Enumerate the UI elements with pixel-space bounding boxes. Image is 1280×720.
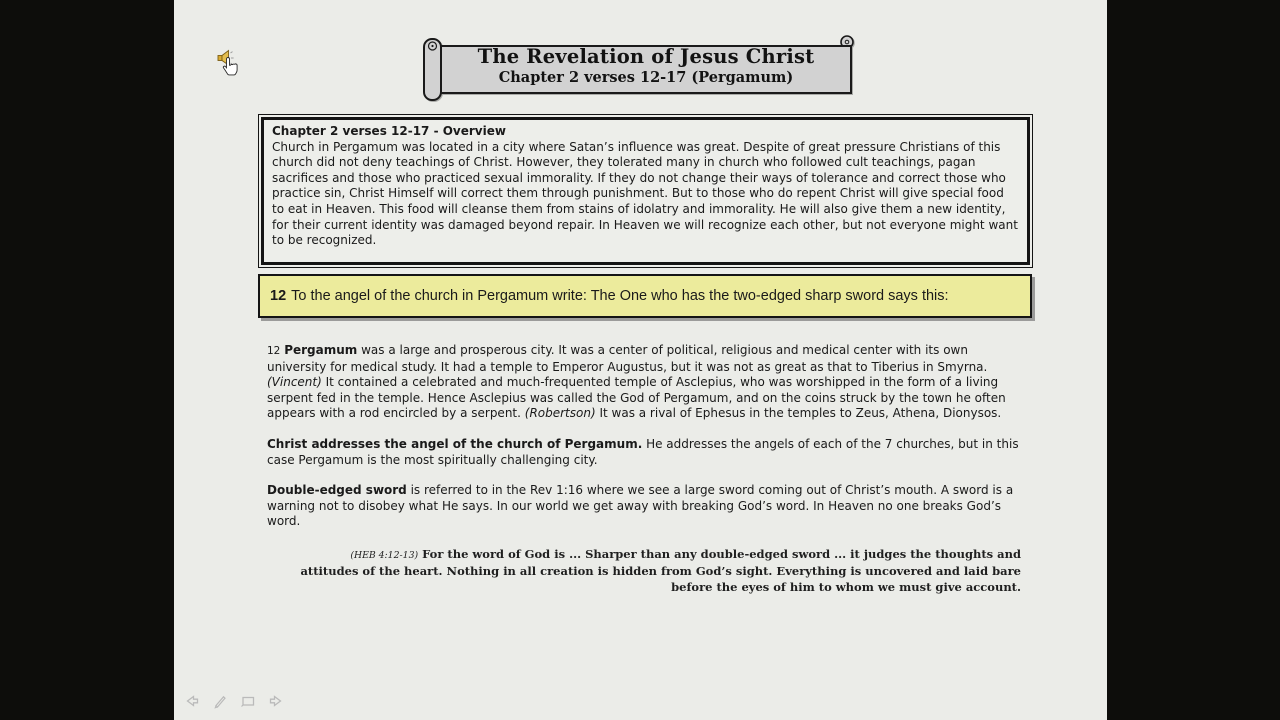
presentation-title: The Revelation of Jesus Christ xyxy=(477,45,815,68)
overview-content xyxy=(261,117,1030,265)
verse-text xyxy=(270,288,949,304)
previous-slide-icon xyxy=(184,693,200,709)
slide-menu-icon xyxy=(240,693,256,709)
overview-heading: Chapter 2 verses 12-17 - Overview xyxy=(272,124,506,138)
overview-box xyxy=(258,114,1033,268)
verse-box xyxy=(258,274,1032,318)
scripture-quote xyxy=(292,547,1021,595)
citation-vincent: (Vincent) xyxy=(267,375,322,390)
next-slide-button[interactable] xyxy=(268,693,284,709)
slide-menu-button[interactable] xyxy=(240,693,256,709)
paragraph-text: It was a rival of Ephesus in the temples to Zeus, Athena, Dionysos. xyxy=(595,406,1002,421)
keyword-pergamum: Pergamum xyxy=(284,343,358,357)
verse-number: 12 xyxy=(270,288,287,304)
paragraph-pergamum xyxy=(267,343,1022,422)
scripture-text: For the word of God is ... Sharper than any double-edged sword ... it judges the thoughts and attitudes of the heart. Nothing in all creation is hidden from God’s sight. Everything is uncovered and laid bare before the eyes of him to whom we must give account. xyxy=(300,546,1021,594)
paragraph-text: is referred to in the Rev 1:16 where we see a large sword coming out of Christ’s mouth. A sword is a warning not to disobey what He says. In our world we get away with breaking God’s word. In Heaven no one breaks God’s word. xyxy=(267,483,1014,529)
audio-button[interactable] xyxy=(216,48,236,68)
verse-body: To the angel of the church in Pergamum write: The One who has the two-edged sharp sword says this: xyxy=(291,288,949,304)
letterbox-left xyxy=(0,0,174,720)
speaker-icon xyxy=(216,48,236,68)
pen-tool-button[interactable] xyxy=(212,693,228,709)
next-slide-icon xyxy=(268,693,284,709)
paragraph-text: It contained a celebrated and much-frequented temple of Asclepius, who was worshipped in the form of a living serpent fed in the temple. Hence Asclepius was called the God of Pergamum, and on the coins struck by the town he often appears with a rod encircled by a serpent. xyxy=(267,375,1006,421)
letterbox-right xyxy=(1107,0,1280,720)
paragraph-double-edged-sword xyxy=(267,483,1022,530)
keyword-double-edged-sword: Double-edged sword xyxy=(267,483,407,498)
banner-text xyxy=(443,46,849,86)
scripture-reference: (HEB 4:12-13) xyxy=(350,549,419,561)
verse-ref: 12 xyxy=(267,345,281,357)
slideshow-toolbar xyxy=(184,693,284,709)
scroll-banner xyxy=(417,33,863,103)
citation-robertson: (Robertson) xyxy=(524,406,596,421)
paragraph-text: was a large and prosperous city. It was a center of political, religious and medical center with its own university for medical study. It had a temple to Emperor Augustus, but it was not as great as that to Tiberius in Smyrna. xyxy=(267,343,988,374)
previous-slide-button[interactable] xyxy=(184,693,200,709)
overview-body: Church in Pergamum was located in a city where Satan’s influence was great. Despite of great pressure Christians of this church did not deny teachings of Christ. However, they tolerated many in church who followed cult teachings, pagan sacrifices and those who practiced sexual immorality. If they do not change their ways of tolerance and correct those who practice sin, Christ Himself will correct them through punishment. But to those who do repent Christ will give special food to eat in Heaven. This food will cleanse them from stains of idolatry and immorality. He will also give them a new identity, for their current identity was damaged beyond repair. In Heaven we will recognize each other, but not everyone might want to be recognized. xyxy=(272,139,1018,248)
presentation-subtitle: Chapter 2 verses 12-17 (Pergamum) xyxy=(498,68,794,86)
slide-canvas[interactable] xyxy=(174,0,1107,720)
keyword-christ-addresses: Christ addresses the angel of the church of Pergamum. xyxy=(267,436,643,451)
paragraph-text: He addresses the angels of each of the 7 churches, but in this case Pergamum is the most spiritually challenging city. xyxy=(267,436,1019,467)
pen-tool-icon xyxy=(212,693,228,709)
paragraph-christ-addresses xyxy=(267,437,1022,468)
commentary xyxy=(267,343,1022,595)
